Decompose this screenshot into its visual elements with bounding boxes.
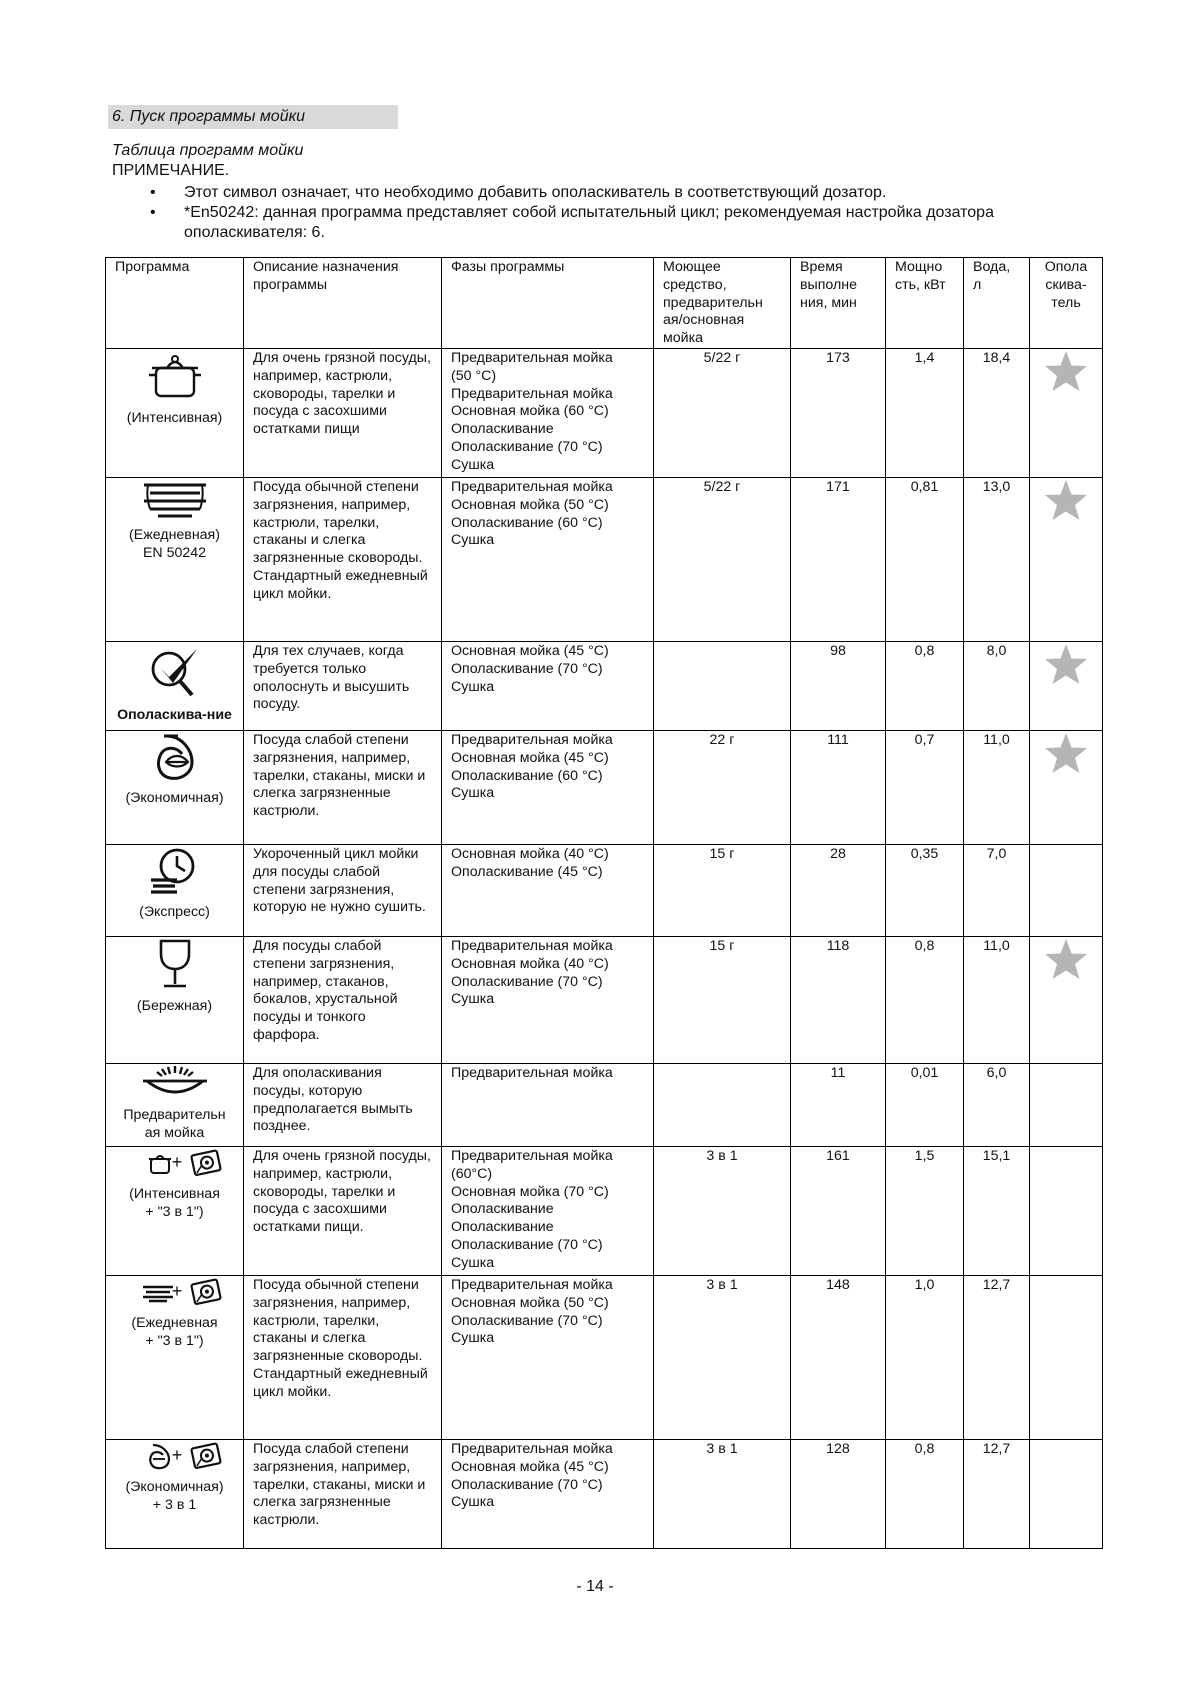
programs-table: [105, 257, 1103, 1549]
program-cell: [106, 642, 244, 731]
rinse-aid-cell: [1030, 845, 1103, 937]
phases-cell: Предварительная мойка: [442, 1064, 654, 1147]
table-header-row: [106, 258, 1103, 349]
rinse-check-icon: [115, 643, 234, 705]
section-title: 6. Пуск программы мойки: [108, 105, 398, 129]
program-cell: [106, 1147, 244, 1276]
description-cell: Укороченный цикл мойки для посуды слабой степени загрязнения, которую не нужно сушить.: [244, 845, 442, 937]
detergent-cell: [654, 642, 791, 731]
plates-icon: [115, 479, 234, 525]
program-row: [106, 845, 1103, 937]
rinse-aid-cell: [1030, 1276, 1103, 1440]
time-cell: 161: [791, 1147, 886, 1276]
description-cell: Для тех случаев, когда требуется только ополоснуть и высушить посуду.: [244, 642, 442, 731]
power-cell: 0,35: [886, 845, 964, 937]
description-cell: Посуда обычной степени загрязнения, например, кастрюли, тарелки, стаканы и слегка загрязненные сковороды. Стандартный ежедневный цикл мойки.: [244, 478, 442, 642]
power-cell: 0,8: [886, 642, 964, 731]
program-cell: [106, 731, 244, 845]
time-cell: 171: [791, 478, 886, 642]
phases-cell: Предварительная мойка Основная мойка (50 °C) Ополаскивание (70 °C) Сушка: [442, 1276, 654, 1440]
phases-cell: Основная мойка (40 °C) Ополаскивание (45 °C): [442, 845, 654, 937]
program-cell: [106, 349, 244, 478]
glass-icon: [115, 938, 234, 996]
description-cell: Для посуды слабой степени загрязнения, например, стаканов, бокалов, хрустальной посуды и тонкого фарфора.: [244, 937, 442, 1064]
rinse-aid-cell: [1030, 1147, 1103, 1276]
program-row: [106, 478, 1103, 642]
description-cell: Для очень грязной посуды, например, кастрюли, сковороды, тарелки и посуда с засохшими остатками пищи.: [244, 1147, 442, 1276]
power-cell: 0,8: [886, 1440, 964, 1549]
program-name: (Экспресс): [139, 903, 210, 920]
program-name: Предварительн ая мойка: [123, 1106, 226, 1141]
header-rinse: Опола скива-тель: [1030, 258, 1103, 349]
program-name: (Экономичная): [125, 789, 224, 806]
program-name: Ополаскива-ние: [117, 706, 232, 723]
time-cell: 148: [791, 1276, 886, 1440]
water-cell: 12,7: [964, 1276, 1030, 1440]
rinse-aid-cell: [1030, 642, 1103, 731]
star-icon: [1039, 938, 1093, 980]
star-icon: [1039, 732, 1093, 774]
program-name: (Интенсивная + "3 в 1"): [129, 1185, 220, 1220]
bullet-icon: •: [150, 184, 156, 201]
phases-cell: Предварительная мойка Основная мойка (50 °C) Ополаскивание (60 °C) Сушка: [442, 478, 654, 642]
description-cell: Посуда слабой степени загрязнения, например, тарелки, стаканы, миски и слегка загрязненные кастрюли.: [244, 731, 442, 845]
power-cell: 0,7: [886, 731, 964, 845]
program-cell: [106, 845, 244, 937]
detergent-cell: 15 г: [654, 845, 791, 937]
time-cell: 118: [791, 937, 886, 1064]
program-cell: [106, 478, 244, 642]
rinse-aid-cell: [1030, 349, 1103, 478]
header-program: Программа: [106, 258, 244, 349]
power-cell: 0,01: [886, 1064, 964, 1147]
water-cell: 18,4: [964, 349, 1030, 478]
page-number: - 14 -: [576, 1578, 614, 1595]
detergent-cell: 5/22 г: [654, 478, 791, 642]
time-cell: 98: [791, 642, 886, 731]
water-cell: 11,0: [964, 937, 1030, 1064]
prewash-spray-icon: [115, 1065, 234, 1105]
rinse-aid-cell: [1030, 731, 1103, 845]
header-power: Мощно сть, кВт: [886, 258, 964, 349]
program-cell: [106, 1440, 244, 1549]
phases-cell: Основная мойка (45 °C) Ополаскивание (70 °C) Сушка: [442, 642, 654, 731]
phases-cell: Предварительная мойка Основная мойка (45 °C) Ополаскивание (70 °C) Сушка: [442, 1440, 654, 1549]
pot-3in1-icon: [115, 1148, 234, 1184]
time-cell: 11: [791, 1064, 886, 1147]
program-cell: [106, 1064, 244, 1147]
detergent-cell: 3 в 1: [654, 1276, 791, 1440]
program-row: [106, 1064, 1103, 1147]
time-cell: 28: [791, 845, 886, 937]
program-row: [106, 937, 1103, 1064]
header-description: Описание назначения программы: [244, 258, 442, 349]
detergent-cell: [654, 1064, 791, 1147]
water-cell: 13,0: [964, 478, 1030, 642]
description-cell: Посуда слабой степени загрязнения, например, тарелки, стаканы, миски и слегка загрязненные кастрюли.: [244, 1440, 442, 1549]
description-cell: Для очень грязной посуды, например, кастрюли, сковороды, тарелки и посуда с засохшими остатками пищи: [244, 349, 442, 478]
water-cell: 8,0: [964, 642, 1030, 731]
power-cell: 0,81: [886, 478, 964, 642]
detergent-cell: 3 в 1: [654, 1147, 791, 1276]
rinse-aid-cell: [1030, 1440, 1103, 1549]
note-list: [112, 183, 1102, 243]
header-time: Время выполне ния, мин: [791, 258, 886, 349]
program-row: [106, 642, 1103, 731]
phases-cell: Предварительная мойка Основная мойка (40 °C) Ополаскивание (70 °C) Сушка: [442, 937, 654, 1064]
program-row: [106, 1440, 1103, 1549]
rinse-aid-cell: [1030, 1064, 1103, 1147]
program-row: [106, 731, 1103, 845]
header-water: Вода, л: [964, 258, 1030, 349]
power-cell: 1,0: [886, 1276, 964, 1440]
time-cell: 173: [791, 349, 886, 478]
note-item: • *En50242: данная программа представляет собой испытательный цикл; рекомендуемая настройка дозатора ополаскивателя: 6.: [150, 204, 994, 241]
eco-3in1-icon: [115, 1441, 234, 1477]
program-cell: [106, 1276, 244, 1440]
description-cell: Для ополаскивания посуды, которую предполагается вымыть позднее.: [244, 1064, 442, 1147]
phases-cell: Предварительная мойка (60°C) Основная мойка (70 °C) Ополаскивание Ополаскивание Ополаскивание (70 °C) Сушка: [442, 1147, 654, 1276]
plus-sign: +: [171, 1445, 182, 1465]
program-cell: [106, 937, 244, 1064]
rinse-aid-cell: [1030, 937, 1103, 1064]
water-cell: 15,1: [964, 1147, 1030, 1276]
power-cell: 1,5: [886, 1147, 964, 1276]
plus-sign: +: [171, 1152, 182, 1172]
star-icon: [1039, 350, 1093, 392]
pot-icon: [115, 350, 234, 408]
express-clock-icon: [115, 846, 234, 902]
program-row: [106, 1147, 1103, 1276]
star-icon: [1039, 643, 1093, 685]
table-title: Таблица программ мойки: [112, 142, 304, 159]
power-cell: 1,4: [886, 349, 964, 478]
header-detergent: Моющее средство, предварительн ая/основная мойка: [654, 258, 791, 349]
water-cell: 6,0: [964, 1064, 1030, 1147]
program-name: (Бережная): [136, 997, 213, 1014]
program-name: (Интенсивная): [126, 409, 223, 426]
water-cell: 12,7: [964, 1440, 1030, 1549]
power-cell: 0,8: [886, 937, 964, 1064]
plus-sign: +: [171, 1281, 182, 1301]
rinse-aid-cell: [1030, 478, 1103, 642]
program-name: (Экономичная) + 3 в 1: [125, 1478, 224, 1513]
phases-cell: Предварительная мойка Основная мойка (45 °C) Ополаскивание (60 °C) Сушка: [442, 731, 654, 845]
time-cell: 111: [791, 731, 886, 845]
header-phases: Фазы программы: [442, 258, 654, 349]
description-cell: Посуда обычной степени загрязнения, например, кастрюли, тарелки, стаканы и слегка загрязненные сковороды. Стандартный ежедневный цикл мойки.: [244, 1276, 442, 1440]
water-cell: 11,0: [964, 731, 1030, 845]
eco-leaf-icon: [115, 732, 234, 788]
program-row: [106, 349, 1103, 478]
phases-cell: Предварительная мойка (50 °C) Предварительная мойка Основная мойка (60 °C) Ополаскивание Ополаскивание (70 °C) Сушка: [442, 349, 654, 478]
note-title: ПРИМЕЧАНИЕ.: [112, 162, 230, 179]
program-name: (Ежедневная) EN 50242: [129, 526, 220, 561]
note-item: • Этот символ означает, что необходимо добавить ополаскиватель в соответствующий дозатор.: [150, 184, 887, 201]
detergent-cell: 3 в 1: [654, 1440, 791, 1549]
time-cell: 128: [791, 1440, 886, 1549]
star-icon: [1039, 479, 1093, 521]
bullet-icon: •: [150, 204, 156, 221]
program-row: [106, 1276, 1103, 1440]
water-cell: 7,0: [964, 845, 1030, 937]
plates-3in1-icon: [115, 1277, 234, 1313]
detergent-cell: 5/22 г: [654, 349, 791, 478]
detergent-cell: 15 г: [654, 937, 791, 1064]
detergent-cell: 22 г: [654, 731, 791, 845]
program-name: (Ежедневная + "3 в 1"): [131, 1314, 218, 1349]
